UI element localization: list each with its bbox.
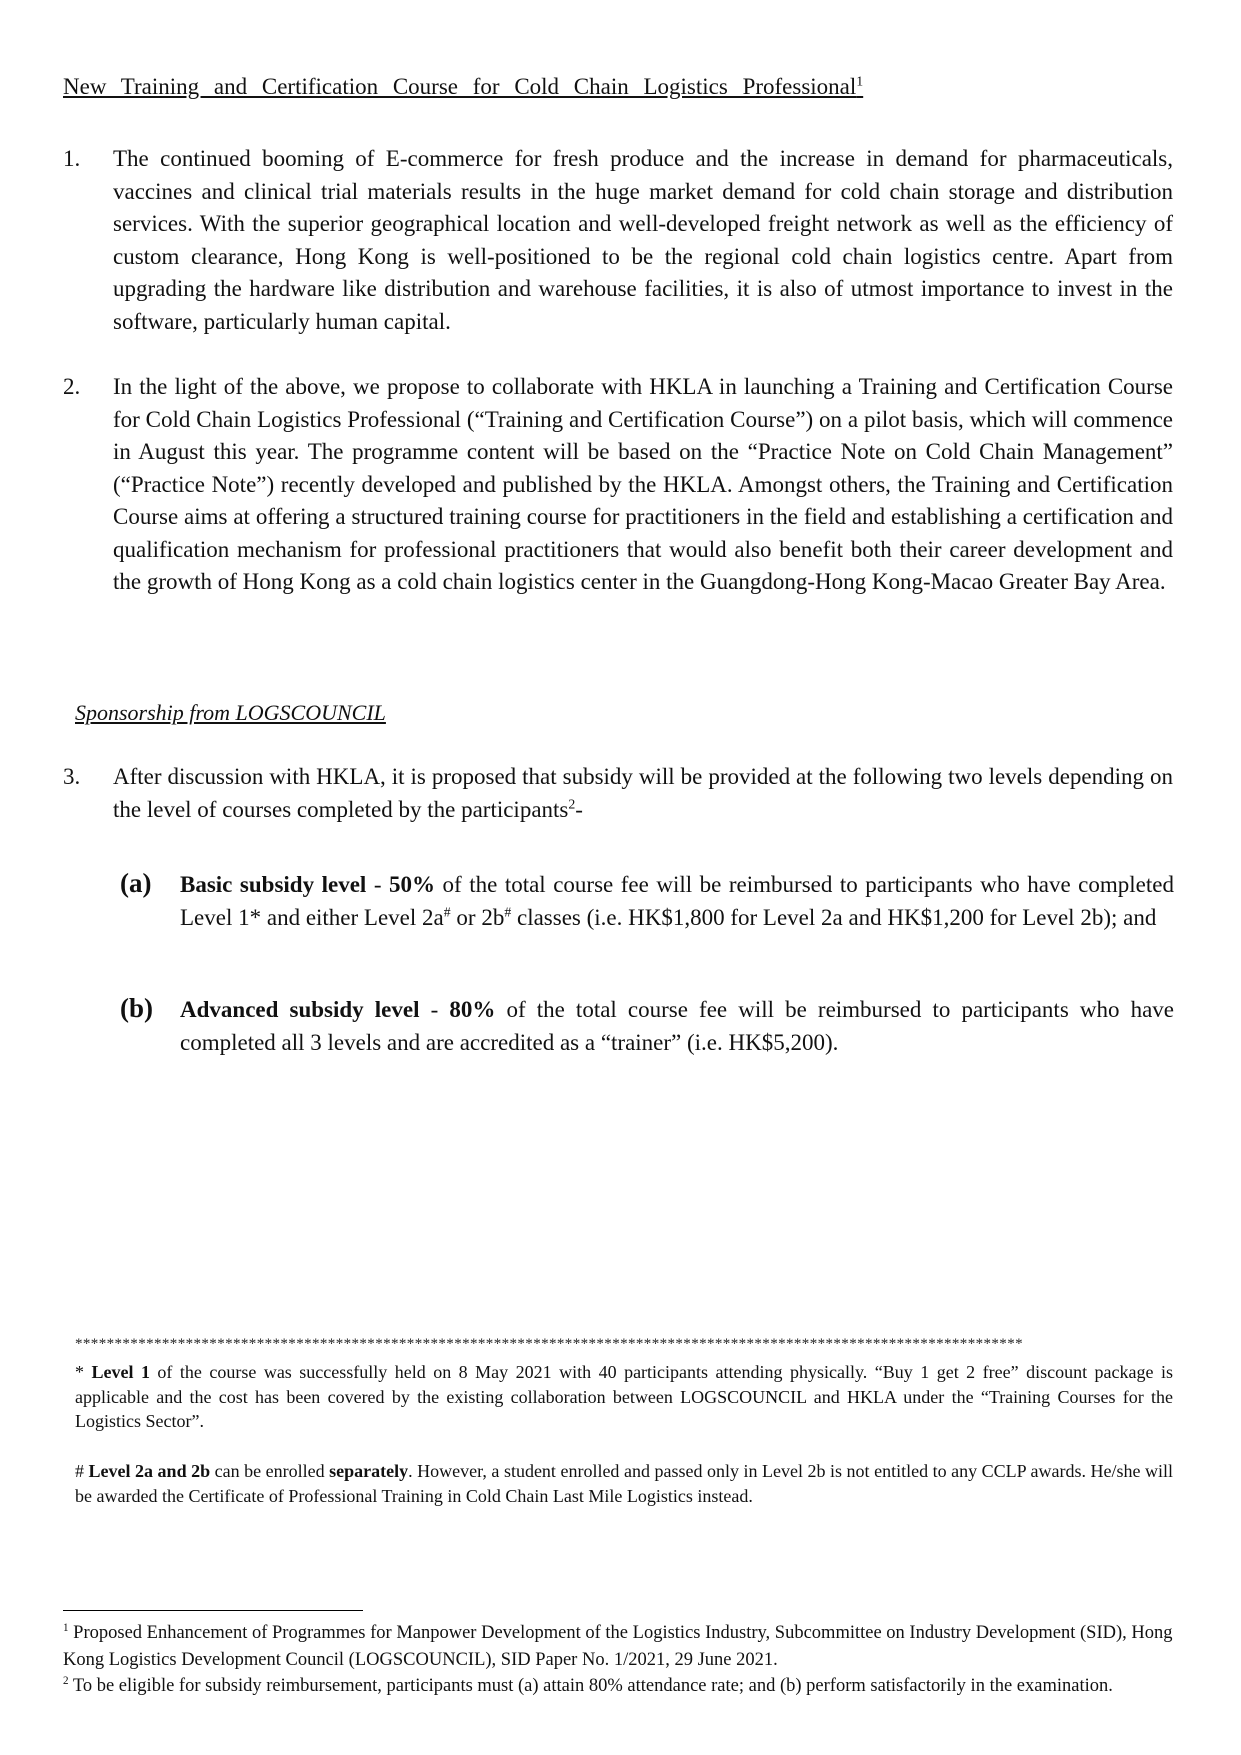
subsidy-item-a xyxy=(120,869,1174,934)
title-footnote-ref: 1 xyxy=(856,73,864,89)
note-bold: separately xyxy=(329,1461,409,1481)
section-heading: Sponsorship from LOGSCOUNCIL xyxy=(75,700,386,725)
paragraph-text xyxy=(113,761,1173,826)
subsidy-item-b xyxy=(120,994,1174,1059)
subsidy-text-part: of the total course fee will be reimbursed to participants who have completed Level 1* and either Level 2a xyxy=(180,872,1174,930)
footnote-mark: 2 xyxy=(63,1674,69,1687)
separator: - xyxy=(419,997,450,1022)
paragraph-3-text: After discussion with HKLA, it is proposed that subsidy will be provided at the following two levels depending on the level of courses completed by the participants xyxy=(113,764,1173,822)
subsidy-label: (b) xyxy=(120,993,153,1023)
subsidy-level-name: Basic subsidy level xyxy=(180,872,367,897)
footnote-2 xyxy=(63,1673,1173,1700)
footnote-mark: 1 xyxy=(63,1621,69,1634)
asterisk-divider: ************************************************************************************************************************ xyxy=(75,1336,1023,1352)
footnote-text: Proposed Enhancement of Programmes for Manpower Development of the Logistics Industry, Subcommittee on Industry Development (SID), Hong Kong Logistics Development Council (LOGSCOUNCIL), SID Paper No. 1/2021, 29 June 2021. xyxy=(63,1623,1173,1670)
separator: - xyxy=(366,872,389,897)
footnote-ref-2: 2 xyxy=(568,795,576,811)
footnote-separator xyxy=(63,1610,363,1611)
paragraph-text: The continued booming of E-commerce for fresh produce and the increase in demand for pharmaceuticals, vaccines and clinical trial materials results in the huge market demand for cold chain storage and distribution services. With the superior geographical location and well-developed freight network as well as the efficiency of custom clearance, Hong Kong is well-positioned to be the regional cold chain logistics centre. Apart from upgrading the hardware like distribution and warehouse facilities, it is also of utmost importance to invest in the software, particularly human capital. xyxy=(113,146,1173,334)
note-prefix: * xyxy=(75,1362,92,1382)
note-text: can be enrolled xyxy=(210,1461,330,1481)
paragraph-number: 1. xyxy=(63,146,81,171)
subsidy-text xyxy=(180,994,1174,1059)
paragraph-number: 2. xyxy=(63,374,81,399)
subsidy-text-part: or 2b xyxy=(450,904,505,930)
paragraph-2 xyxy=(63,371,1173,599)
note-level-2 xyxy=(75,1459,1173,1508)
paragraph-1 xyxy=(63,143,1173,338)
note-text: . However, a student enrolled and passed only in Level 2b is not entitled to any CCLP awards. He/she will be awarded the Certificate of Professional Training in Cold Chain Last Mile Logistics instead. xyxy=(75,1461,1173,1506)
subsidy-percent: 80% xyxy=(449,997,496,1022)
footnote-text: To be eligible for subsidy reimbursement, participants must (a) attain 80% attendance rate; and (b) perform satisfactorily in the examination. xyxy=(68,1676,1113,1696)
paragraph-number: 3. xyxy=(63,764,81,789)
hash-mark: # xyxy=(504,903,512,919)
subsidy-text-part: classes (i.e. HK$1,800 for Level 2a and HK$1,200 for Level 2b); and xyxy=(511,904,1157,930)
paragraph-3-tail: - xyxy=(575,796,583,822)
title-text: New Training and Certification Course for Cold Chain Logistics Professional xyxy=(63,74,857,99)
note-level-1 xyxy=(75,1360,1173,1434)
document-title xyxy=(63,74,863,100)
subsidy-text-part: of the total course fee will be reimbursed to participants who have completed all 3 levels and are accredited as a “trainer” (i.e. HK$5,200). xyxy=(180,997,1174,1055)
note-bold: Level 2a and 2b xyxy=(88,1461,211,1481)
paragraph-3 xyxy=(63,761,1173,826)
subsidy-label: (a) xyxy=(120,868,152,898)
note-text: of the course was successfully held on 8 May 2021 with 40 participants attending physically. “Buy 1 get 2 free” discount package is applicable and the cost has been covered by the existing collaboration between LOGSCOUNCIL and HKLA under the “Training Courses for the Logistics Sector”. xyxy=(75,1362,1173,1431)
subsidy-percent: 50% xyxy=(389,872,435,897)
hash-mark: # xyxy=(443,903,451,919)
paragraph-text: In the light of the above, we propose to collaborate with HKLA in launching a Training and Certification Course for Cold Chain Logistics Professional (“Training and Certification Course”) on a pilot basis, which will commence in August this year. The programme content will be based on the “Practice Note on Cold Chain Management” (“Practice Note”) recently developed and published by the HKLA. Amongst others, the Training and Certification Course aims at offering a structured training course for practitioners in the field and establishing a certification and qualification mechanism for professional practitioners that would also benefit both their career development and the growth of Hong Kong as a cold chain logistics center in the Guangdong-Hong Kong-Macao Greater Bay Area. xyxy=(113,374,1173,594)
note-bold: Level 1 xyxy=(91,1362,150,1382)
note-prefix: # xyxy=(75,1461,89,1481)
footnote-1 xyxy=(63,1620,1173,1673)
subsidy-text xyxy=(180,869,1174,934)
subsidy-level-name: Advanced subsidy level xyxy=(180,997,420,1022)
